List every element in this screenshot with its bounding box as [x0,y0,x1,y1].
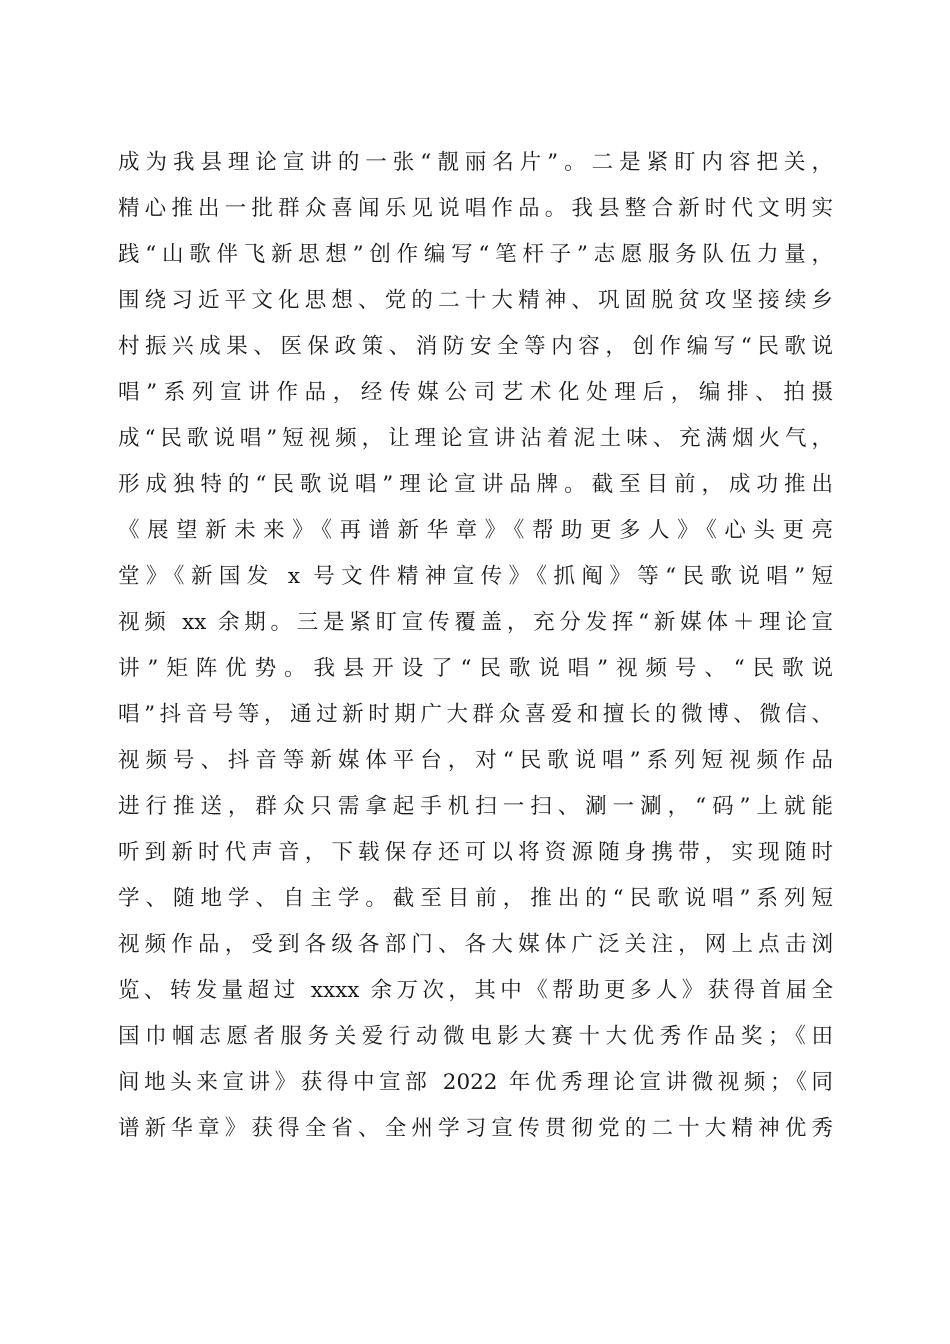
text-line: 览、转发量超过 xxxx 余万次，其中《帮助更多人》获得首届全 [118,978,833,1003]
text-line: 谱新华章》获得全省、全州学习宣传贯彻党的二十大精神优秀 [118,1116,833,1141]
text-line: 村振兴成果、医保政策、消防安全等内容，创作编写“民歌说 [118,334,833,359]
text-line: 学、随地学、自主学。截至目前，推出的“民歌说唱”系列短 [118,886,833,911]
text-line: 进行推送，群众只需拿起手机扫一扫、涮一涮，“码”上就能 [118,794,833,819]
text-line: 视频 xx 余期。三是紧盯宣传覆盖，充分发挥“新媒体＋理论宣 [118,610,833,635]
body-paragraph [118,140,833,1152]
text-line: 围绕习近平文化思想、党的二十大精神、巩固脱贫攻坚接续乡 [118,288,833,313]
text-line: 视频作品，受到各级各部门、各大媒体广泛关注，网上点击浏 [118,932,833,957]
text-line: 讲”矩阵优势。我县开设了“民歌说唱”视频号、“民歌说 [118,656,833,681]
text-line: 成为我县理论宣讲的一张“靓丽名片”。二是紧盯内容把关， [118,150,833,175]
text-line: 唱”抖音号等，通过新时期广大群众喜爱和擅长的微博、微信、 [118,702,833,727]
text-line: 践“山歌伴飞新思想”创作编写“笔杆子”志愿服务队伍力量， [118,242,833,267]
text-line: 视频号、抖音等新媒体平台，对“民歌说唱”系列短视频作品 [118,748,833,773]
text-line: 堂》《新国发 x 号文件精神宣传》《抓阄》等“民歌说唱”短 [118,564,833,589]
text-line: 成“民歌说唱”短视频，让理论宣讲沾着泥土味、充满烟火气， [118,426,833,451]
text-line: 《展望新未来》《再谱新华章》《帮助更多人》《心头更亮 [118,518,833,543]
text-line: 间地头来宣讲》获得中宣部 2022 年优秀理论宣讲微视频；《同 [118,1070,833,1095]
text-line: 精心推出一批群众喜闻乐见说唱作品。我县整合新时代文明实 [118,196,833,221]
text-line: 听到新时代声音，下载保存还可以将资源随身携带，实现随时 [118,840,833,865]
text-line: 形成独特的“民歌说唱”理论宣讲品牌。截至目前，成功推出 [118,472,833,497]
text-line: 国巾帼志愿者服务关爱行动微电影大赛十大优秀作品奖；《田 [118,1024,833,1049]
text-line: 唱”系列宣讲作品，经传媒公司艺术化处理后，编排、拍摄 [118,380,833,405]
